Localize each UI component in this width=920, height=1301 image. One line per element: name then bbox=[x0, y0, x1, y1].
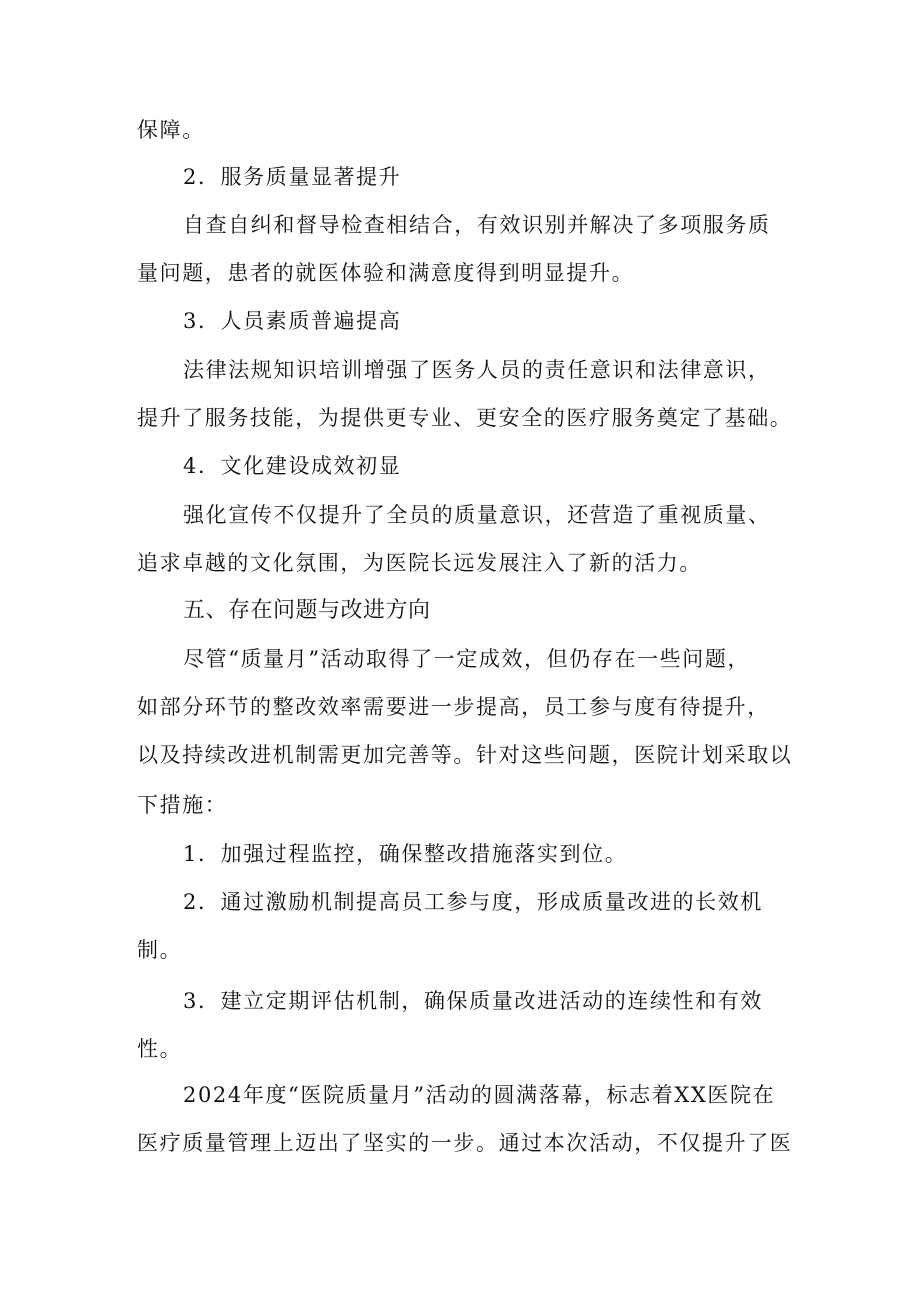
list-item: 2．通过激励机制提高员工参与度，形成质量改进的长效机 bbox=[183, 890, 763, 914]
paragraph-line: 2024年度“医院质量月”活动的圆满落幕，标志着XX医院在 bbox=[183, 1083, 776, 1107]
section-heading: 五、存在问题与改进方向 bbox=[183, 598, 431, 623]
list-item: 3．建立定期评估机制，确保质量改进活动的连续性和有效 bbox=[183, 989, 763, 1013]
paragraph-line: 尽管“质量月”活动取得了一定成效，但仍存在一些问题， bbox=[183, 647, 751, 671]
paragraph-line: 追求卓越的文化氛围，为医院长远发展注入了新的活力。 bbox=[137, 551, 702, 575]
paragraph-line: 性。 bbox=[137, 1037, 183, 1061]
paragraph-line: 法律法规知识培训增强了医务人员的责任意识和法律意识， bbox=[183, 358, 771, 382]
subheading: 4．文化建设成效初显 bbox=[183, 454, 402, 478]
paragraph-line: 如部分环节的整改效率需要进一步提高，员工参与度有待提升， bbox=[137, 695, 770, 719]
paragraph-line: 下措施： bbox=[137, 793, 228, 817]
paragraph-line: 自查自纠和督导检查相结合，有效识别并解决了多项服务质 bbox=[183, 213, 771, 237]
list-item: 1．加强过程监控，确保整改措施落实到位。 bbox=[183, 842, 628, 866]
paragraph-line: 量问题，患者的就医体验和满意度得到明显提升。 bbox=[137, 261, 635, 285]
paragraph-line: 以及持续改进机制需更加完善等。针对这些问题，医院计划采取以 bbox=[137, 743, 793, 767]
paragraph-line: 保障。 bbox=[137, 118, 205, 142]
paragraph-line: 提升了服务技能，为提供更专业、更安全的医疗服务奠定了基础。 bbox=[137, 406, 793, 430]
paragraph-line: 强化宣传不仅提升了全员的质量意识，还营造了重视质量、 bbox=[183, 503, 771, 527]
subheading: 2．服务质量显著提升 bbox=[183, 165, 402, 189]
subheading: 3．人员素质普遍提高 bbox=[183, 309, 402, 333]
paragraph-line: 医疗质量管理上迈出了坚实的一步。通过本次活动，不仅提升了医 bbox=[137, 1131, 793, 1155]
paragraph-line: 制。 bbox=[137, 938, 183, 962]
